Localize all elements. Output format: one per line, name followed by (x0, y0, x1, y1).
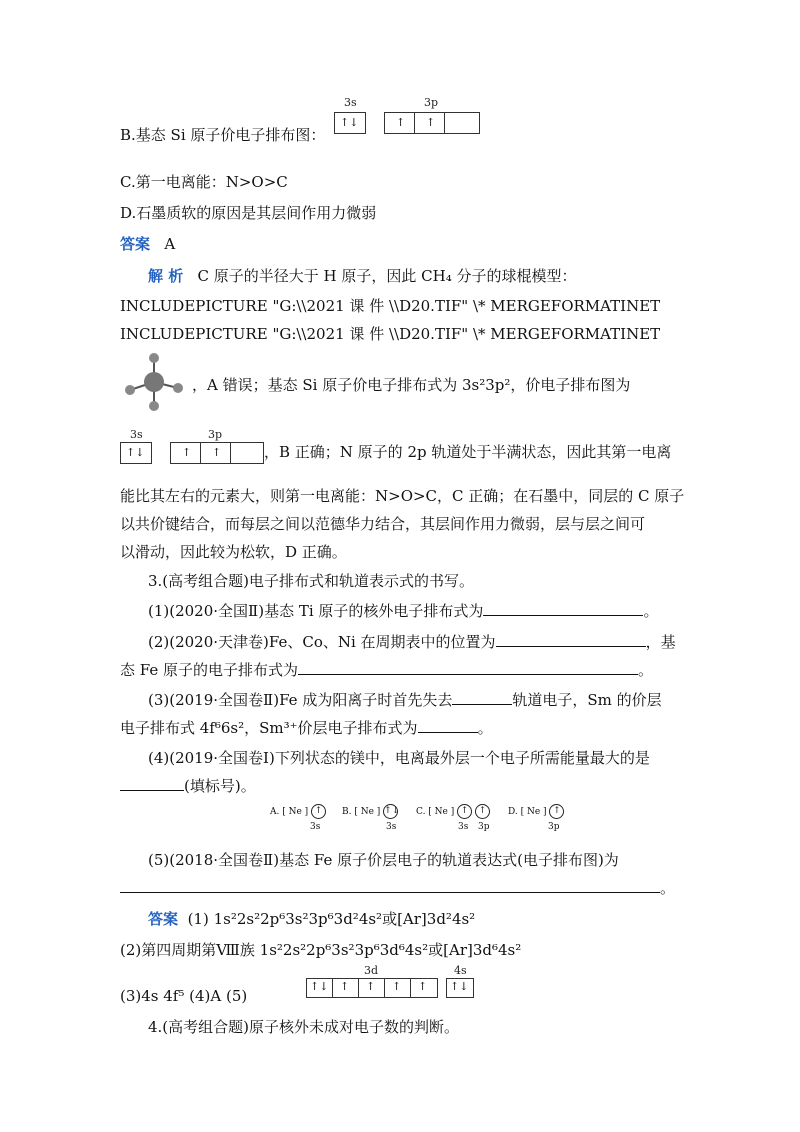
question-3-title: 3.(高考组合题)电子排布式和轨道表示式的书写。 (148, 572, 475, 590)
analysis-line-2: ，A 错误；基态 Si 原子价电子排布式为 3s²3p²，价电子排布图为 (192, 376, 631, 394)
include-line-2: INCLUDEPICTURE "G:\\2021 课 件 \\D20.TIF" \* MERGEFORMATINET (120, 325, 661, 343)
question-3-3a: (3)(2019·全国卷Ⅱ)Fe 成为阳离子时首先失去 轨道电子，Sm 的价层 (148, 691, 662, 709)
question-3-5-blank: 。 (120, 878, 675, 898)
option-a-diagram: A. [ Ne ] ↑ 3s (270, 804, 326, 819)
question-3-2a: (2)(2020·天津卷)Fe、Co、Ni 在周期表中的位置为 ，基 (148, 633, 676, 651)
ch4-ball-stick-model (122, 352, 186, 412)
answer-1: 答案 A (120, 235, 176, 253)
option-c: C.第一电离能：N>O>C (120, 173, 288, 191)
question-3-3b: 电子排布式 4f⁶6s²，Sm³⁺价层电子排布式为 。 (120, 719, 493, 737)
question-3-4b: (填标号)。 (120, 776, 256, 796)
answer-2-line-2: (2)第四周期第Ⅷ族 1s²2s²2p⁶3s²3p⁶3d⁶4s²或[Ar]3d⁶4s² (120, 941, 522, 959)
answer-2-line-1: 答案 (1) 1s²2s²2p⁶3s²3p⁶3d²4s²或[Ar]3d²4s² (148, 910, 476, 928)
answer-2-line-3: (3)4s 4f⁵ (4)A (5) (120, 987, 248, 1005)
orbital-label-3p: 3p (424, 96, 439, 109)
option-d: D.石墨质软的原因是其层间作用力微弱 (120, 204, 377, 222)
question-3-1: (1)(2020·全国Ⅱ)基态 Ti 原子的核外电子排布式为 。 (148, 602, 659, 620)
include-line-1: INCLUDEPICTURE "G:\\2021 课 件 \\D20.TIF" \* MERGEFORMATINET (120, 297, 661, 315)
question-3-5: (5)(2018·全国卷Ⅱ)基态 Fe 原子价层电子的轨道表达式(电子排布图)为 (148, 851, 619, 869)
question-3-2b: 态 Fe 原子的电子排布式为 。 (120, 661, 654, 679)
option-c-diagram: C. [ Ne ] ↑ ↑ 3s 3p (416, 806, 490, 832)
analysis-line-5: 以共价键结合，而每层之间以范德华力结合，其层间作用力微弱，层与层之间可 (120, 515, 646, 533)
question-3-4a: (4)(2019·全国卷Ⅰ)下列状态的镁中，电离最外层一个电子所需能量最大的是 (148, 749, 650, 767)
option-b-diagram: B. [ Ne ] ↑↓ 3s (342, 806, 400, 832)
option-d-diagram: D. [ Ne ] ↑ 3p (508, 804, 564, 819)
analysis-line-1: 解 析 C 原子的半径大于 H 原子，因此 CH₄ 分子的球棍模型： (148, 267, 577, 285)
analysis-line-4: 能比其左右的元素大，则第一电离能：N>O>C，C 正确；在石墨中，同层的 C 原子 (120, 487, 685, 505)
analysis-line-3: ，B 正确；N 原子的 2p 轨道处于半满状态，因此其第一电离 (264, 443, 672, 461)
orbital-label-3s: 3s (344, 96, 357, 109)
question-4-title: 4.(高考组合题)原子核外未成对电子数的判断。 (148, 1018, 460, 1036)
analysis-line-6: 以滑动，因此较为松软，D 正确。 (120, 543, 347, 561)
option-b: B.基态 Si 原子价电子排布图： (120, 126, 326, 144)
